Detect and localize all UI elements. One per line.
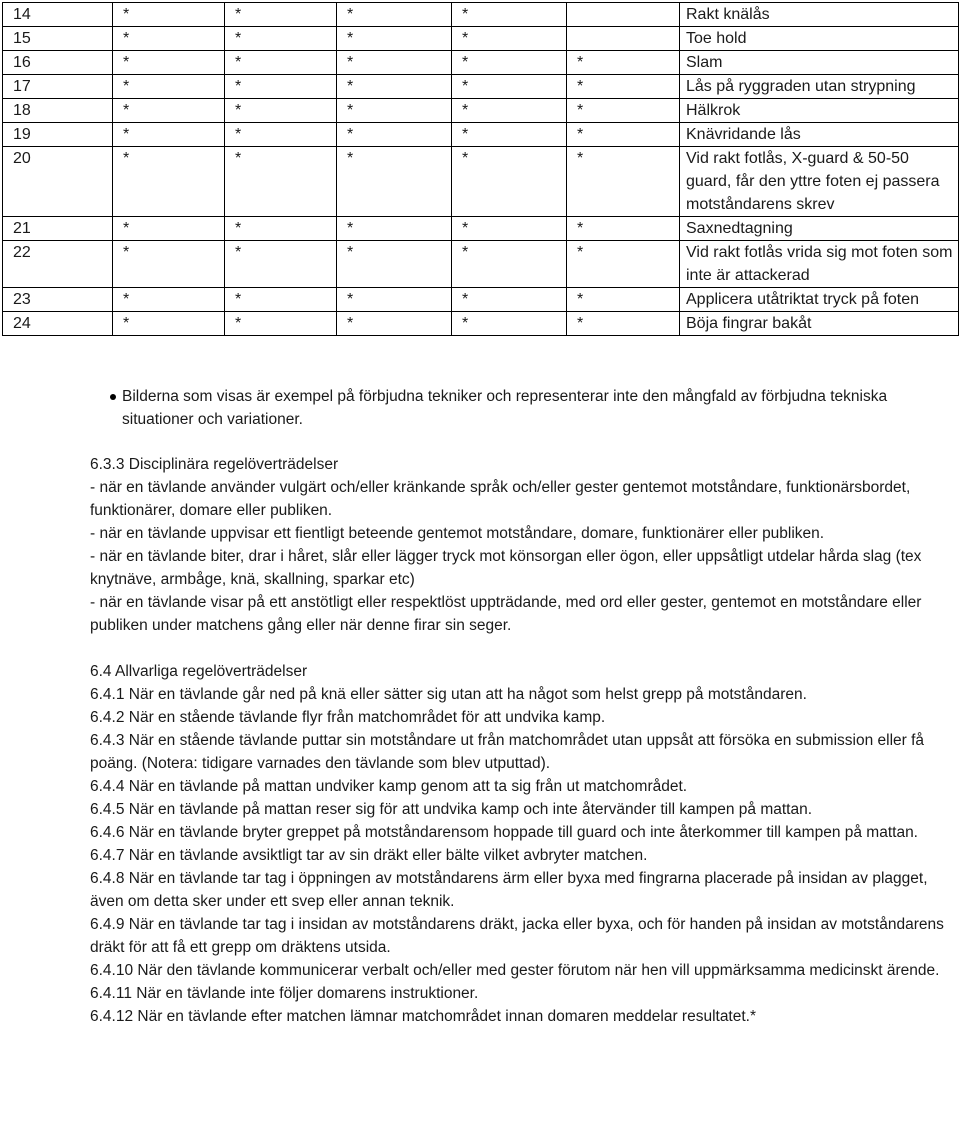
- belt-mark: *: [452, 123, 567, 147]
- belt-mark: *: [452, 51, 567, 75]
- serious-violation-item: 6.4.1 När en tävlande går ned på knä eller sätter sig utan att ha något som helst grepp på motståndaren.: [90, 686, 807, 703]
- belt-mark: *: [567, 217, 680, 241]
- belt-mark: *: [452, 288, 567, 312]
- table-row: [3, 147, 959, 217]
- belt-mark: *: [452, 27, 567, 51]
- serious-violation-item: 6.4.9 När en tävlande tar tag i insidan av motståndarens dräkt, jacka eller byxa, och för handen på insidan av motståndarens dräkt för att få ett grepp om dräktens utsida.: [90, 916, 944, 956]
- rule-number: 17: [3, 75, 113, 99]
- belt-mark: *: [113, 288, 225, 312]
- belt-mark: *: [225, 99, 337, 123]
- table-row: [3, 99, 959, 123]
- belt-mark: *: [113, 217, 225, 241]
- serious-violation-item: 6.4.5 När en tävlande på mattan reser sig för att undvika kamp och inte återvänder till kampen på mattan.: [90, 801, 813, 818]
- rule-description: Rakt knälås: [680, 3, 959, 27]
- rule-number: 22: [3, 241, 113, 288]
- rule-description: Böja fingrar bakåt: [680, 312, 959, 336]
- belt-mark: *: [113, 123, 225, 147]
- belt-mark: *: [225, 51, 337, 75]
- belt-mark: *: [567, 312, 680, 336]
- belt-mark: *: [113, 75, 225, 99]
- rule-description: Hälkrok: [680, 99, 959, 123]
- table-row: [3, 288, 959, 312]
- belt-mark: *: [225, 27, 337, 51]
- disciplinary-line: - när en tävlande visar på ett anstötligt eller respektlöst uppträdande, med ord eller gester, gentemot en motståndare eller publiken under matchens gång eller när denne firar sin seger.: [90, 594, 922, 634]
- belt-mark: *: [452, 241, 567, 288]
- table-row: [3, 27, 959, 51]
- note-text: Bilderna som visas är exempel på förbjudna tekniker och representerar inte den mångfald av förbjudna tekniska situationer och variationer.: [122, 388, 888, 428]
- note-bullet: [122, 385, 902, 431]
- disciplinary-line: - när en tävlande biter, drar i håret, slår eller lägger tryck mot könsorgan eller ögon, eller uppsåtligt utdelar hårda slag (tex knytnäve, armbåge, knä, skallning, sparkar etc): [90, 548, 922, 588]
- bullet-dot-icon: [110, 394, 116, 400]
- belt-mark: *: [113, 27, 225, 51]
- section-heading-64: 6.4 Allvarliga regelöverträdelser: [90, 663, 308, 680]
- belt-mark: *: [567, 51, 680, 75]
- serious-violation-item: 6.4.12 När en tävlande efter matchen lämnar matchområdet innan domaren meddelar resultatet.*: [90, 1008, 757, 1025]
- belt-mark: *: [452, 217, 567, 241]
- section-heading-633: 6.3.3 Disciplinära regelöverträdelser: [90, 456, 339, 473]
- belt-mark: *: [337, 288, 452, 312]
- rule-description: Slam: [680, 51, 959, 75]
- table-row: [3, 3, 959, 27]
- serious-violation-item: 6.4.7 När en tävlande avsiktligt tar av sin dräkt eller bälte vilket avbryter matchen.: [90, 847, 648, 864]
- belt-mark: *: [452, 147, 567, 217]
- rule-description: Applicera utåtriktat tryck på foten: [680, 288, 959, 312]
- rule-description: Saxnedtagning: [680, 217, 959, 241]
- belt-mark: *: [225, 3, 337, 27]
- belt-mark: *: [567, 123, 680, 147]
- belt-rules-table: [2, 2, 959, 336]
- serious-violation-item: 6.4.4 När en tävlande på mattan undviker kamp genom att ta sig från ut matchområdet.: [90, 778, 688, 795]
- belt-mark: *: [452, 99, 567, 123]
- belt-mark: *: [113, 241, 225, 288]
- belt-mark: *: [452, 75, 567, 99]
- rule-number: 23: [3, 288, 113, 312]
- belt-mark: *: [225, 241, 337, 288]
- belt-mark: *: [337, 51, 452, 75]
- table-row: [3, 241, 959, 288]
- rule-description: Toe hold: [680, 27, 959, 51]
- table-row: [3, 217, 959, 241]
- belt-mark: *: [337, 99, 452, 123]
- belt-mark: *: [113, 3, 225, 27]
- serious-violation-item: 6.4.2 När en stående tävlande flyr från matchområdet för att undvika kamp.: [90, 709, 606, 726]
- serious-violation-item: 6.4.10 När den tävlande kommunicerar verbalt och/eller med gester förutom när hen vill uppmärksamma medicinskt ärende.: [90, 962, 940, 979]
- rule-number: 14: [3, 3, 113, 27]
- table-row: [3, 51, 959, 75]
- rule-description: Lås på ryggraden utan strypning: [680, 75, 959, 99]
- belt-mark: *: [113, 99, 225, 123]
- belt-mark: *: [225, 147, 337, 217]
- belt-mark: *: [337, 3, 452, 27]
- rule-description: Knävridande lås: [680, 123, 959, 147]
- belt-mark: *: [567, 99, 680, 123]
- rule-number: 19: [3, 123, 113, 147]
- belt-mark: *: [337, 147, 452, 217]
- belt-mark: *: [225, 217, 337, 241]
- belt-mark: *: [225, 75, 337, 99]
- table-row: [3, 312, 959, 336]
- serious-violation-item: 6.4.11 När en tävlande inte följer domarens instruktioner.: [90, 985, 479, 1002]
- belt-mark: *: [567, 241, 680, 288]
- rule-number: 20: [3, 147, 113, 217]
- rule-number: 24: [3, 312, 113, 336]
- serious-violation-item: 6.4.3 När en stående tävlande puttar sin motståndare ut från matchområdet utan uppsåt att försöka en submission eller få poäng. (Notera: tidigare varnades den tävlande som blev utputtad).: [90, 732, 925, 772]
- belt-mark: [567, 3, 680, 27]
- table-row: [3, 123, 959, 147]
- belt-mark: [567, 27, 680, 51]
- table-row: [3, 75, 959, 99]
- rule-description: Vid rakt fotlås, X-guard & 50-50 guard, får den yttre foten ej passera motståndarens skrev: [680, 147, 959, 217]
- belt-mark: *: [337, 27, 452, 51]
- belt-mark: *: [567, 75, 680, 99]
- rules-text: [90, 453, 950, 1028]
- belt-mark: *: [452, 3, 567, 27]
- belt-mark: *: [113, 147, 225, 217]
- rule-number: 15: [3, 27, 113, 51]
- belt-mark: *: [567, 147, 680, 217]
- belt-mark: *: [337, 123, 452, 147]
- belt-mark: *: [337, 241, 452, 288]
- belt-mark: *: [225, 123, 337, 147]
- rule-number: 18: [3, 99, 113, 123]
- rule-number: 21: [3, 217, 113, 241]
- belt-mark: *: [452, 312, 567, 336]
- serious-violation-item: 6.4.8 När en tävlande tar tag i öppningen av motståndarens ärm eller byxa med fingrarna placerade på insidan av plagget, även om detta sker under ett svep eller annan teknik.: [90, 870, 928, 910]
- belt-mark: *: [113, 312, 225, 336]
- belt-mark: *: [567, 288, 680, 312]
- rule-number: 16: [3, 51, 113, 75]
- disciplinary-line: - när en tävlande använder vulgärt och/eller kränkande språk och/eller gester gentemot motståndare, funktionärsbordet, funktionärer, domare eller publiken.: [90, 479, 911, 519]
- belt-mark: *: [225, 312, 337, 336]
- belt-mark: *: [337, 312, 452, 336]
- belt-mark: *: [113, 51, 225, 75]
- belt-mark: *: [225, 288, 337, 312]
- belt-mark: *: [337, 75, 452, 99]
- serious-violation-item: 6.4.6 När en tävlande bryter greppet på motståndarensom hoppade till guard och inte återkommer till kampen på mattan.: [90, 824, 918, 841]
- disciplinary-line: - när en tävlande uppvisar ett fientligt beteende gentemot motståndare, domare, funktionärer eller publiken.: [90, 525, 825, 542]
- belt-mark: *: [337, 217, 452, 241]
- rule-description: Vid rakt fotlås vrida sig mot foten som inte är attackerad: [680, 241, 959, 288]
